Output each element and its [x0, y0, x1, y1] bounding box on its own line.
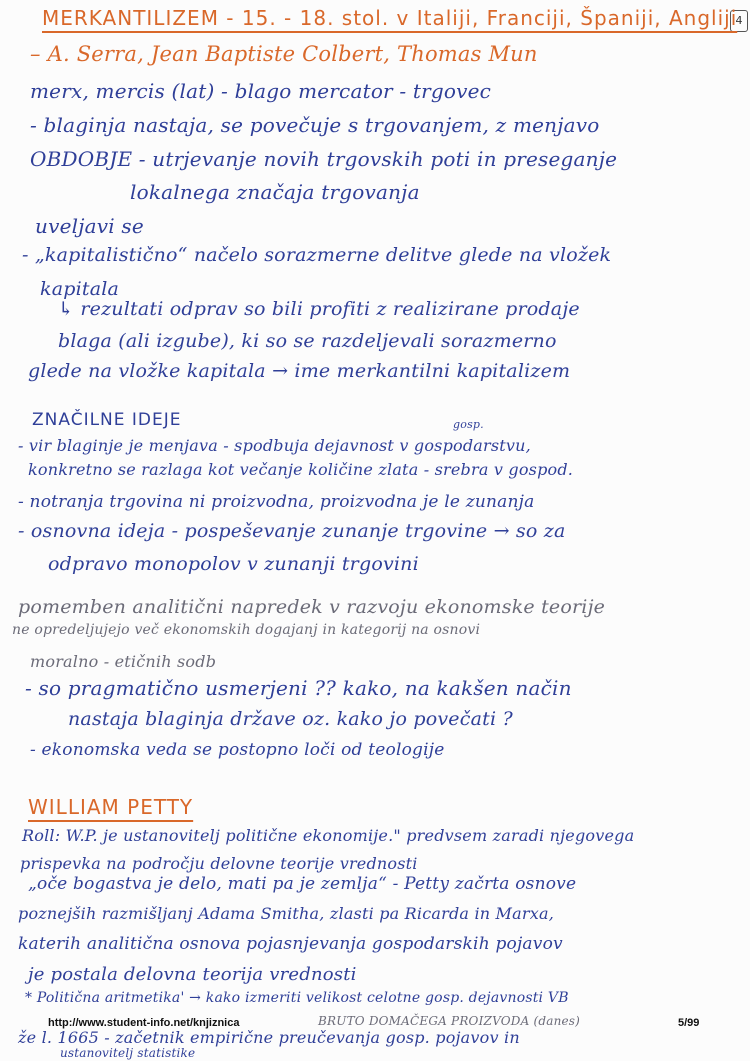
line-authors: – A. Serra, Jean Baptiste Colbert, Thomas Mun — [30, 42, 538, 66]
line-ne-opredeljujejo: ne opredeljujejo več ekonomskih dogajanj in kategorij na osnovi — [12, 622, 481, 638]
line-moralno: moralno - etičnih sodb — [30, 652, 217, 671]
line-pragmaticno: - so pragmatično usmerjeni ?? kako, na kakšen način — [25, 676, 572, 700]
line-gosp-note: gosp. — [453, 418, 484, 431]
line-prispevka: prispevka na področju delovne teorije vrednosti — [20, 854, 418, 873]
line-vir-blaginje: - vir blaginje je menjava - spodbuja dejavnost v gospodarstvu, — [18, 436, 531, 455]
footer-page-number: 5/99 — [678, 1017, 700, 1029]
line-uveljavi: uveljavi se — [35, 214, 144, 238]
page-corner-mark: 4 — [730, 10, 748, 32]
line-nacelo: - „kapitalistično“ načelo sorazmerne delitve glede na vložek — [22, 244, 612, 266]
line-odpravo: odpravo monopolov v zunanji trgovini — [48, 553, 419, 575]
heading-merkantilizem: MERKANTILIZEM - 15. - 18. stol. v Italiji, Franciji, Španiji, Angliji — [42, 6, 738, 30]
line-ze-1665: že l. 1665 - začetnik empirične preučevanja gosp. pojavov in — [18, 1028, 520, 1047]
line-bruto: BRUTO DOMAČEGA PROIZVODA (danes) — [318, 1014, 581, 1028]
line-lokalnega: lokalnega značaja trgovanja — [130, 180, 420, 204]
line-ustanovitelj-statistike: ustanovitelj statistike — [60, 1046, 196, 1060]
line-nastaja: nastaja blaginja države oz. kako jo povečati ? — [68, 708, 513, 730]
line-notranja: - notranja trgovina ni proizvodna, proizvodna je le zunanja — [18, 492, 535, 512]
line-je-postala: je postala delovna teorija vrednosti — [28, 964, 357, 985]
heading-william-petty: WILLIAM PETTY — [28, 795, 194, 819]
line-oce-bogastva: „oče bogastva je delo, mati pa je zemlja“ - Petty začrta osnove — [28, 874, 577, 894]
line-poznejsih: poznejših razmišljanj Adama Smitha, zlasti pa Ricarda in Marxa, — [18, 904, 554, 923]
line-blaginja: - blaginja nastaja, se povečuje s trgovanjem, z menjavo — [30, 113, 600, 137]
line-katerih: katerih analitična osnova pojasnjevanja gospodarskih pojavov — [18, 934, 563, 954]
line-ekonomska-veda: - ekonomska veda se postopno loči od teologije — [30, 740, 445, 760]
line-glede: glede na vložke kapitala → ime merkantilni kapitalizem — [28, 360, 571, 382]
footer-url: http://www.student-info.net/knjiznica — [48, 1017, 240, 1029]
line-roll: Roll: W.P. je ustanovitelj politične ekonomije." predvsem zaradi njegovega — [22, 826, 635, 845]
line-etymology: merx, mercis (lat) - blago mercator - trgovec — [30, 79, 492, 103]
line-blaga: blaga (ali izgube), ki so se razdeljevali sorazmerno — [58, 330, 557, 352]
line-politicna-aritmetika: * Politična aritmetika' → kako izmeriti velikost celotne gosp. dejavnosti VB — [25, 990, 569, 1006]
line-obdobje: OBDOBJE - utrjevanje novih trgovskih poti in preseganje — [30, 147, 618, 171]
line-osnovna: - osnovna ideja - pospeševanje zunanje trgovine → so za — [18, 520, 566, 542]
line-konkretno: konkretno se razlaga kot večanje količine zlata - srebra v gospod. — [28, 460, 574, 479]
heading-znacilne-ideje: ZNAČILNE IDEJE — [32, 410, 182, 430]
line-rezultati: ↳ rezultati odprav so bili profiti z realizirane prodaje — [58, 298, 580, 320]
line-kapitala: kapitala — [40, 278, 120, 300]
line-pomemben: pomemben analitični napredek v razvoju ekonomske teorije — [18, 596, 606, 618]
